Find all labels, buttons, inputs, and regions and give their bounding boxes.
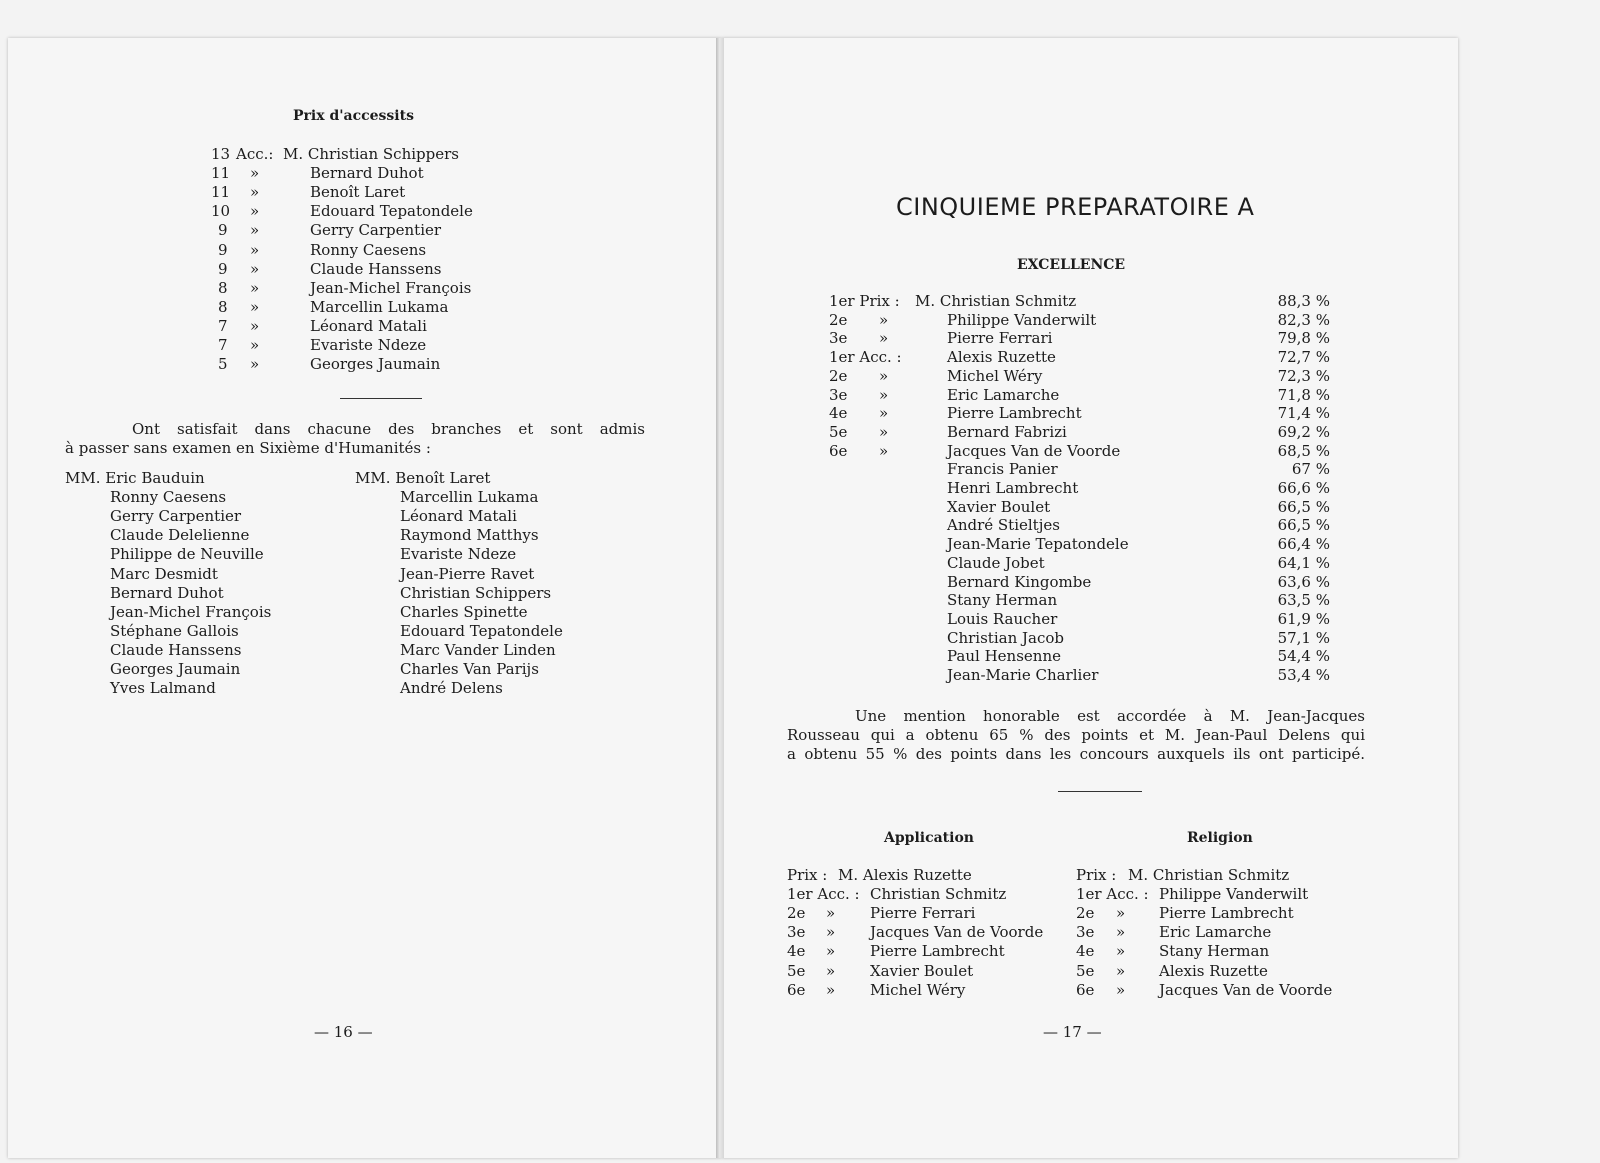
student-name: Christian Schmitz xyxy=(870,885,1007,904)
ditto-mark: » xyxy=(826,942,836,961)
admis-name: Stéphane Gallois xyxy=(110,621,239,640)
accessit-name: Georges Jaumain xyxy=(310,355,441,374)
student-name: Xavier Boulet xyxy=(870,961,974,980)
ditto-mark: » xyxy=(826,904,836,923)
accessit-number: 7 xyxy=(218,316,228,335)
rank-label: 3e xyxy=(829,385,848,404)
accessit-name: Claude Hanssens xyxy=(310,259,442,278)
accessit-name: Gerry Carpentier xyxy=(310,221,442,240)
admis-name: MM. Benoît Laret xyxy=(355,469,491,487)
admis-name: Marcellin Lukama xyxy=(400,488,539,507)
ditto-mark: » xyxy=(879,441,889,460)
admis-line-1: Ont satisfait dans chacune des branches et sont admis xyxy=(132,420,645,438)
student-name: M. Christian Schmitz xyxy=(915,292,1077,310)
admis-line-2: à passer sans examen en Sixième d'Humanités : xyxy=(65,439,431,457)
ditto-mark: » xyxy=(1116,942,1126,961)
separator-rule xyxy=(340,398,422,399)
ditto-mark: » xyxy=(826,961,836,980)
admis-name: Edouard Tepatondele xyxy=(400,621,563,640)
student-name: Pierre Ferrari xyxy=(947,329,1053,348)
rank-label: 5e xyxy=(1076,961,1095,980)
percentage: 71,4 % xyxy=(1277,404,1330,423)
admis-name: Raymond Matthys xyxy=(400,526,539,545)
student-name: Pierre Lambrecht xyxy=(870,942,1005,961)
percentage: 61,9 % xyxy=(1277,609,1330,628)
accessit-number: 7 xyxy=(218,336,228,354)
student-name: Pierre Ferrari xyxy=(870,904,976,923)
admis-name: Charles Spinette xyxy=(400,602,528,621)
admis-name: Claude Delelienne xyxy=(110,526,250,545)
student-name: Jean-Marie Charlier xyxy=(947,666,1099,684)
accessit-name: Edouard Tepatondele xyxy=(310,202,473,221)
rank-label: 3e xyxy=(1076,923,1095,942)
rank-label: 1er Prix : xyxy=(829,292,900,310)
rank-label: 1er Acc. : xyxy=(787,885,860,904)
percentage: 72,3 % xyxy=(1277,366,1330,385)
student-name: Pierre Lambrecht xyxy=(1159,904,1294,923)
percentage: 66,5 % xyxy=(1277,497,1330,516)
accessit-name: Ronny Caesens xyxy=(310,240,427,259)
percentage: 66,5 % xyxy=(1277,516,1330,535)
student-name: Jean-Marie Tepatondele xyxy=(947,535,1129,554)
accessit-number: 9 xyxy=(218,240,228,259)
rank-label: 1er Acc. : xyxy=(829,348,902,367)
student-name: Philippe Vanderwilt xyxy=(1159,885,1309,904)
admis-name: Christian Schippers xyxy=(400,583,552,602)
ditto-mark: » xyxy=(1116,904,1126,923)
page-number-left: — 16 — xyxy=(314,1023,373,1041)
student-name: Eric Lamarche xyxy=(947,385,1060,404)
student-name: Michel Wéry xyxy=(870,980,966,999)
percentage: 88,3 % xyxy=(1277,292,1330,310)
accessit-mark: Acc.: xyxy=(236,145,274,163)
student-name: André Stieltjes xyxy=(947,516,1060,535)
accessit-mark: » xyxy=(250,297,260,316)
ditto-mark: » xyxy=(1116,980,1126,999)
admis-name: Jean-Michel François xyxy=(110,602,272,621)
admis-name: Bernard Duhot xyxy=(110,583,224,602)
student-name: Stany Herman xyxy=(1159,942,1270,961)
rank-label: 2e xyxy=(787,904,806,923)
ditto-mark: » xyxy=(879,404,889,423)
accessit-number: 13 xyxy=(211,145,231,163)
student-name: Jacques Van de Voorde xyxy=(1159,980,1333,999)
mention-line-1: Une mention honorable est accordée à M. Jean-Jacques xyxy=(855,707,1365,725)
percentage: 63,6 % xyxy=(1277,572,1330,591)
admis-name: Charles Van Parijs xyxy=(400,660,539,678)
admis-name: MM. Eric Bauduin xyxy=(65,469,205,487)
accessit-mark: » xyxy=(250,316,260,335)
accessit-mark: » xyxy=(250,259,260,278)
accessit-mark: » xyxy=(250,164,260,183)
admis-name: Léonard Matali xyxy=(400,507,517,526)
ditto-mark: » xyxy=(879,366,889,385)
admis-name: Jean-Pierre Ravet xyxy=(400,564,535,583)
percentage: 53,4 % xyxy=(1277,666,1330,684)
admis-name: Evariste Ndeze xyxy=(400,545,517,564)
student-name: Christian Jacob xyxy=(947,628,1064,647)
student-name: Bernard Fabrizi xyxy=(947,422,1067,441)
student-name: Bernard Kingombe xyxy=(947,572,1092,591)
admis-paragraph xyxy=(65,420,645,458)
percentage: 72,7 % xyxy=(1277,348,1330,367)
student-name: Paul Hensenne xyxy=(947,647,1061,666)
accessit-name: Bernard Duhot xyxy=(310,164,424,183)
accessit-number: 11 xyxy=(211,164,231,183)
accessit-mark: » xyxy=(250,221,260,240)
student-name: Eric Lamarche xyxy=(1159,923,1272,942)
accessit-number: 11 xyxy=(211,183,231,202)
admis-name: Yves Lalmand xyxy=(110,679,216,698)
accessit-name: Benoît Laret xyxy=(310,183,406,202)
admis-name: Philippe de Neuville xyxy=(110,545,264,564)
rank-label: 6e xyxy=(787,980,806,999)
accessit-name: Léonard Matali xyxy=(310,316,427,335)
rank-label: Prix : xyxy=(787,866,828,884)
rank-label: 6e xyxy=(829,441,848,460)
accessit-number: 9 xyxy=(218,259,228,278)
percentage: 63,5 % xyxy=(1277,591,1330,610)
rank-label: 2e xyxy=(1076,904,1095,923)
student-name: Xavier Boulet xyxy=(947,497,1051,516)
mention-line-2: Rousseau qui a obtenu 65 % des points et M. Jean-Paul Delens qui xyxy=(787,726,1365,744)
rank-label: 2e xyxy=(829,366,848,385)
admis-name: Claude Hanssens xyxy=(110,640,242,659)
accessit-name: Marcellin Lukama xyxy=(310,297,449,316)
admis-name: André Delens xyxy=(400,679,503,698)
percentage: 57,1 % xyxy=(1277,628,1330,647)
student-name: M. Alexis Ruzette xyxy=(838,866,972,884)
ditto-mark: » xyxy=(879,385,889,404)
percentage: 68,5 % xyxy=(1277,441,1330,460)
mention-line-3: a obtenu 55 % des points dans les concours auxquels ils ont participé. xyxy=(787,745,1365,763)
book-gutter xyxy=(716,38,724,1158)
accessits-heading: Prix d'accessits xyxy=(293,108,414,124)
percentage: 54,4 % xyxy=(1277,647,1330,666)
percentage: 67 % xyxy=(1291,460,1330,479)
rank-label: 3e xyxy=(787,923,806,942)
student-name: Philippe Vanderwilt xyxy=(947,310,1097,329)
student-name: Louis Raucher xyxy=(947,609,1058,628)
rank-label: Prix : xyxy=(1076,866,1117,884)
accessit-mark: » xyxy=(250,355,260,374)
rank-label: 5e xyxy=(787,961,806,980)
ditto-mark: » xyxy=(826,923,836,942)
ditto-mark: » xyxy=(879,422,889,441)
page-number-right: — 17 — xyxy=(1043,1023,1102,1041)
ditto-mark: » xyxy=(1116,923,1126,942)
rank-label: 4e xyxy=(1076,942,1095,961)
application-heading: Application xyxy=(884,830,974,846)
admis-name: Marc Desmidt xyxy=(110,564,218,583)
admis-name: Georges Jaumain xyxy=(110,660,241,678)
ditto-mark: » xyxy=(826,980,836,999)
accessit-mark: » xyxy=(250,336,260,354)
student-name: Michel Wéry xyxy=(947,366,1043,385)
student-name: Alexis Ruzette xyxy=(947,348,1056,367)
student-name: Francis Panier xyxy=(947,460,1058,479)
rank-label: 1er Acc. : xyxy=(1076,885,1149,904)
percentage: 79,8 % xyxy=(1277,329,1330,348)
ditto-mark: » xyxy=(879,329,889,348)
student-name: M. Christian Schmitz xyxy=(1128,866,1290,884)
rank-label: 6e xyxy=(1076,980,1095,999)
percentage: 66,6 % xyxy=(1277,479,1330,497)
religion-heading: Religion xyxy=(1187,830,1253,846)
separator-rule-right xyxy=(1058,791,1142,792)
accessit-number: 8 xyxy=(218,297,228,316)
accessit-mark: » xyxy=(250,240,260,259)
student-name: Stany Herman xyxy=(947,591,1058,610)
student-name: Jacques Van de Voorde xyxy=(947,441,1121,460)
admis-name: Marc Vander Linden xyxy=(400,640,556,659)
percentage: 69,2 % xyxy=(1277,422,1330,441)
accessit-mark: » xyxy=(250,278,260,297)
accessit-number: 9 xyxy=(218,221,228,240)
accessit-number: 8 xyxy=(218,278,228,297)
accessit-number: 5 xyxy=(218,355,228,374)
student-name: Jacques Van de Voorde xyxy=(870,923,1044,942)
rank-label: 3e xyxy=(829,329,848,348)
accessit-name: Evariste Ndeze xyxy=(310,336,427,354)
student-name: Alexis Ruzette xyxy=(1159,961,1268,980)
admis-name: Ronny Caesens xyxy=(110,488,227,507)
admis-name: Gerry Carpentier xyxy=(110,507,242,526)
accessit-name: Jean-Michel François xyxy=(310,278,472,297)
accessit-name: M. Christian Schippers xyxy=(283,145,459,163)
ditto-mark: » xyxy=(1116,961,1126,980)
accessit-mark: » xyxy=(250,202,260,221)
student-name: Pierre Lambrecht xyxy=(947,404,1082,423)
rank-label: 4e xyxy=(829,404,848,423)
percentage: 66,4 % xyxy=(1277,535,1330,554)
percentage: 71,8 % xyxy=(1277,385,1330,404)
accessit-number: 10 xyxy=(211,202,231,221)
excellence-heading: EXCELLENCE xyxy=(1017,257,1126,273)
ditto-mark: » xyxy=(879,310,889,329)
rank-label: 2e xyxy=(829,310,848,329)
percentage: 64,1 % xyxy=(1277,553,1330,572)
class-title: CINQUIEME PREPARATOIRE A xyxy=(896,193,1255,221)
percentage: 82,3 % xyxy=(1277,310,1330,329)
rank-label: 4e xyxy=(787,942,806,961)
rank-label: 5e xyxy=(829,422,848,441)
student-name: Henri Lambrecht xyxy=(947,479,1079,497)
mention-paragraph xyxy=(787,707,1365,764)
student-name: Claude Jobet xyxy=(947,553,1045,572)
accessit-mark: » xyxy=(250,183,260,202)
